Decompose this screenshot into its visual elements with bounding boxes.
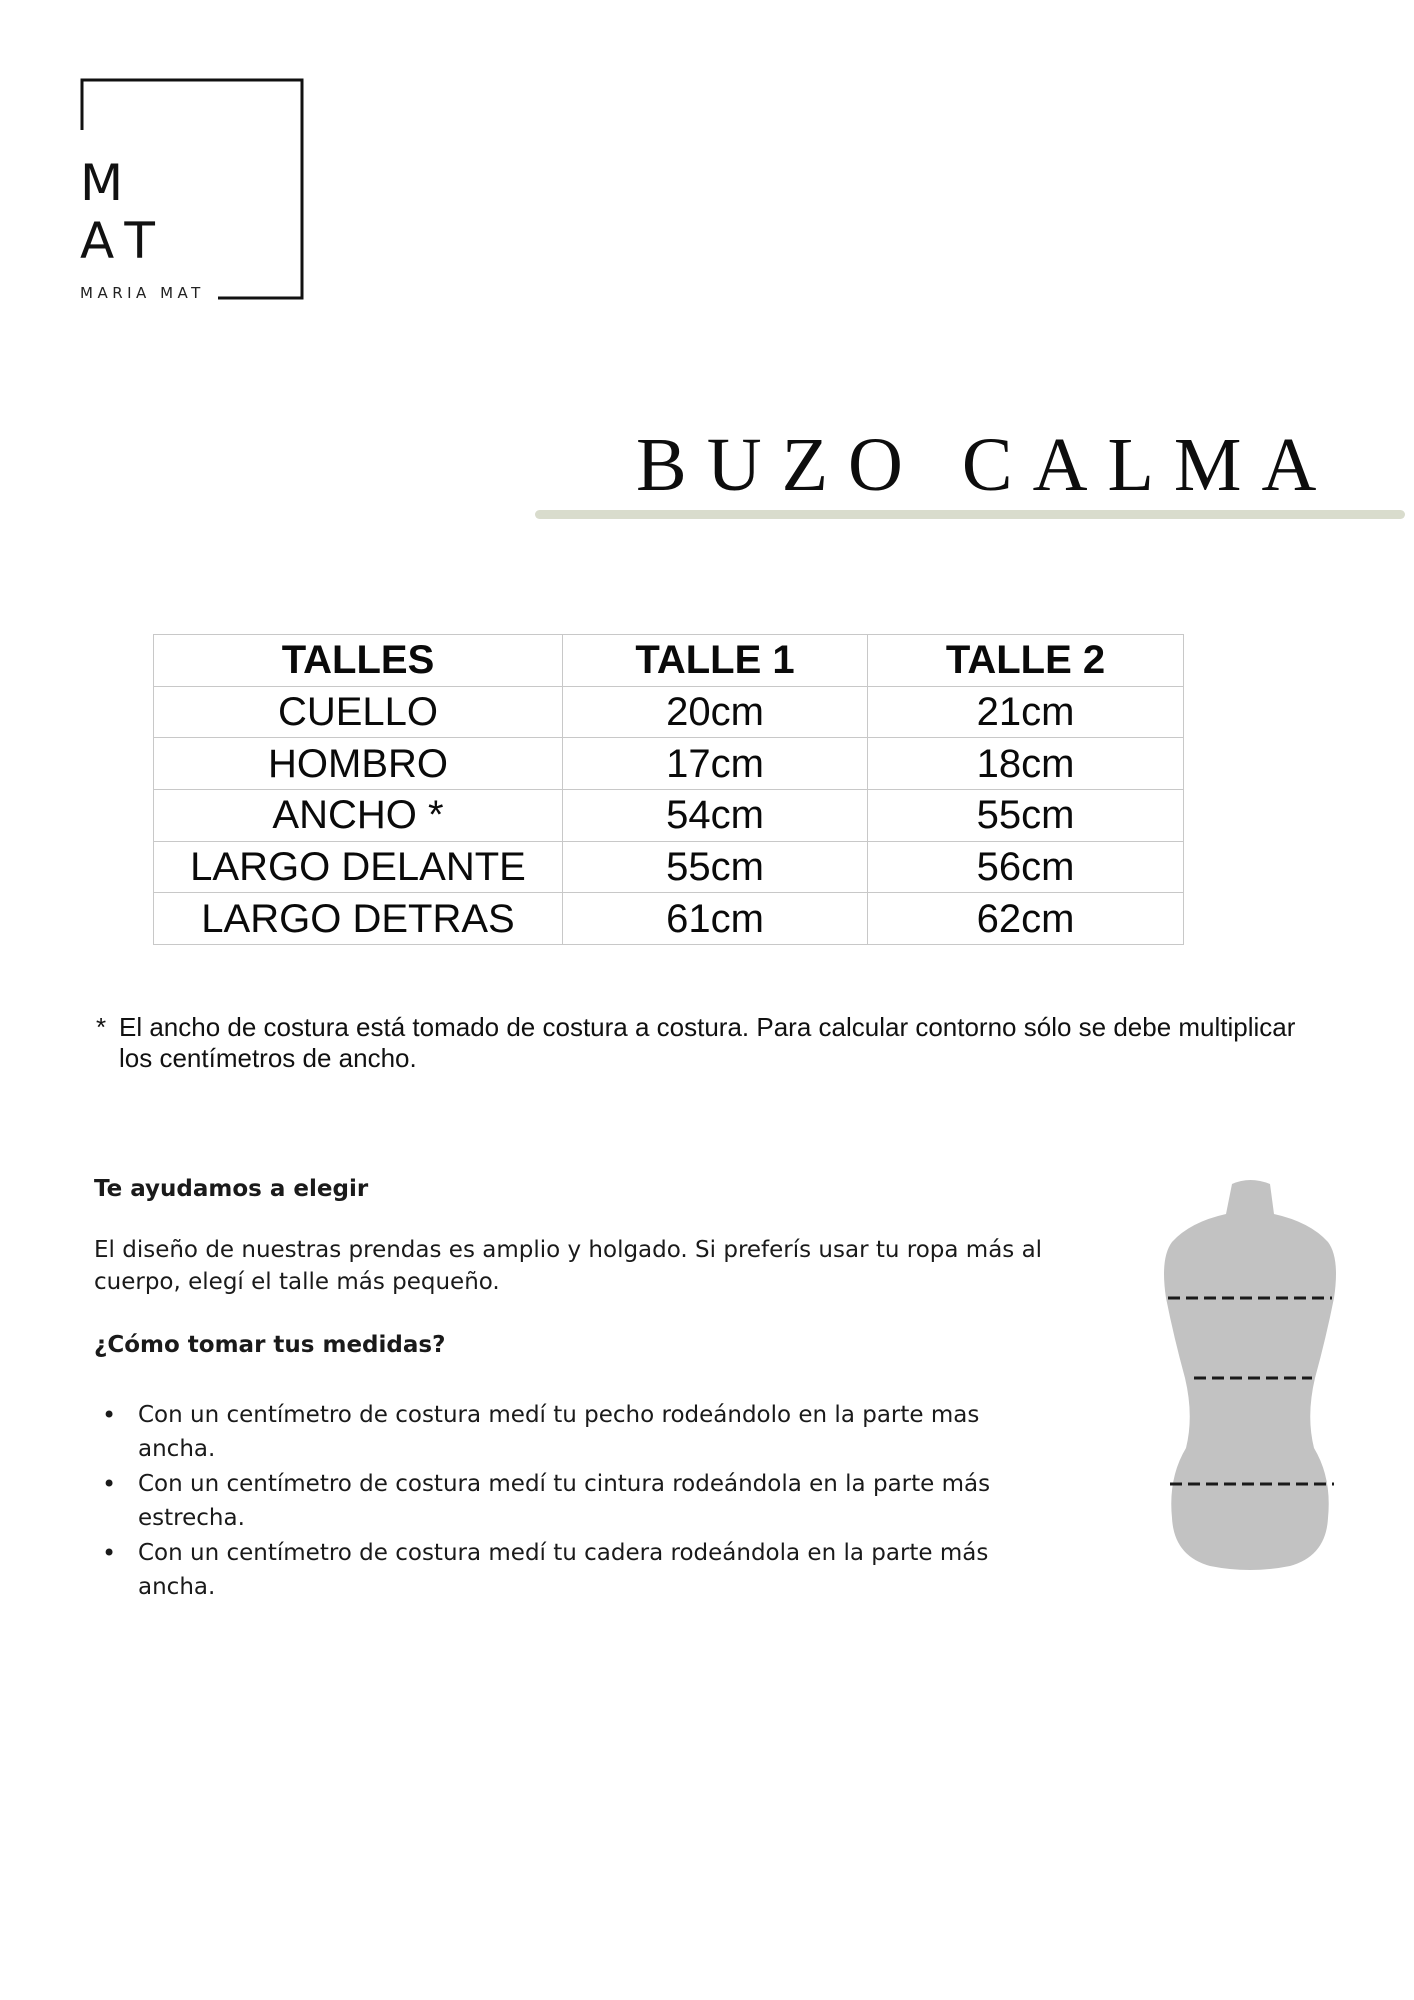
table-cell: 20cm <box>563 686 868 738</box>
measure-steps-list <box>98 1398 1018 1605</box>
mannequin-icon <box>1150 1178 1350 1578</box>
table-row <box>154 686 1184 738</box>
footnote <box>96 1012 1316 1074</box>
table-cell: 21cm <box>868 686 1184 738</box>
logo-letters-at: AT <box>80 212 169 270</box>
table-header-cell: TALLE 1 <box>563 635 868 687</box>
table-row <box>154 790 1184 842</box>
table-header-cell: TALLES <box>154 635 563 687</box>
logo-letter-m: M <box>80 154 124 212</box>
footnote-text: El ancho de costura está tomado de costura a costura. Para calcular contorno sólo se debe multiplicar los centímetros de ancho. <box>119 1012 1296 1073</box>
table-cell: LARGO DELANTE <box>154 841 563 893</box>
list-item: • Con un centímetro de costura medí tu cadera rodeándola en la parte más ancha. <box>98 1536 1018 1604</box>
table-row <box>154 893 1184 945</box>
table-cell: ANCHO * <box>154 790 563 842</box>
brand-logo <box>80 78 304 300</box>
help-paragraph: El diseño de nuestras prendas es amplio y holgado. Si preferís usar tu ropa más al cuerpo, elegí el talle más pequeño. <box>94 1237 1043 1295</box>
table-header-cell: TALLE 2 <box>868 635 1184 687</box>
table-cell: HOMBRO <box>154 738 563 790</box>
table-cell: 55cm <box>868 790 1184 842</box>
table-cell: 54cm <box>563 790 868 842</box>
list-item: • Con un centímetro de costura medí tu cintura rodeándola en la parte más estrecha. <box>98 1467 1018 1535</box>
table-cell: 61cm <box>563 893 868 945</box>
measure-heading: ¿Cómo tomar tus medidas? <box>94 1332 446 1358</box>
table-cell: CUELLO <box>154 686 563 738</box>
logo-brand-name: MARIA MAT <box>80 284 205 302</box>
title-underline <box>535 510 1405 519</box>
size-table <box>153 634 1184 945</box>
table-cell: LARGO DETRAS <box>154 893 563 945</box>
table-row <box>154 841 1184 893</box>
table-cell: 17cm <box>563 738 868 790</box>
table-row <box>154 738 1184 790</box>
table-cell: 18cm <box>868 738 1184 790</box>
table-cell: 55cm <box>563 841 868 893</box>
table-cell: 56cm <box>868 841 1184 893</box>
table-header-row <box>154 635 1184 687</box>
page-title: BUZO CALMA <box>636 423 1337 507</box>
table-cell: 62cm <box>868 893 1184 945</box>
footnote-marker: * <box>96 1012 107 1042</box>
list-item: • Con un centímetro de costura medí tu pecho rodeándolo en la parte mas ancha. <box>98 1398 1018 1466</box>
help-heading: Te ayudamos a elegir <box>94 1176 369 1202</box>
